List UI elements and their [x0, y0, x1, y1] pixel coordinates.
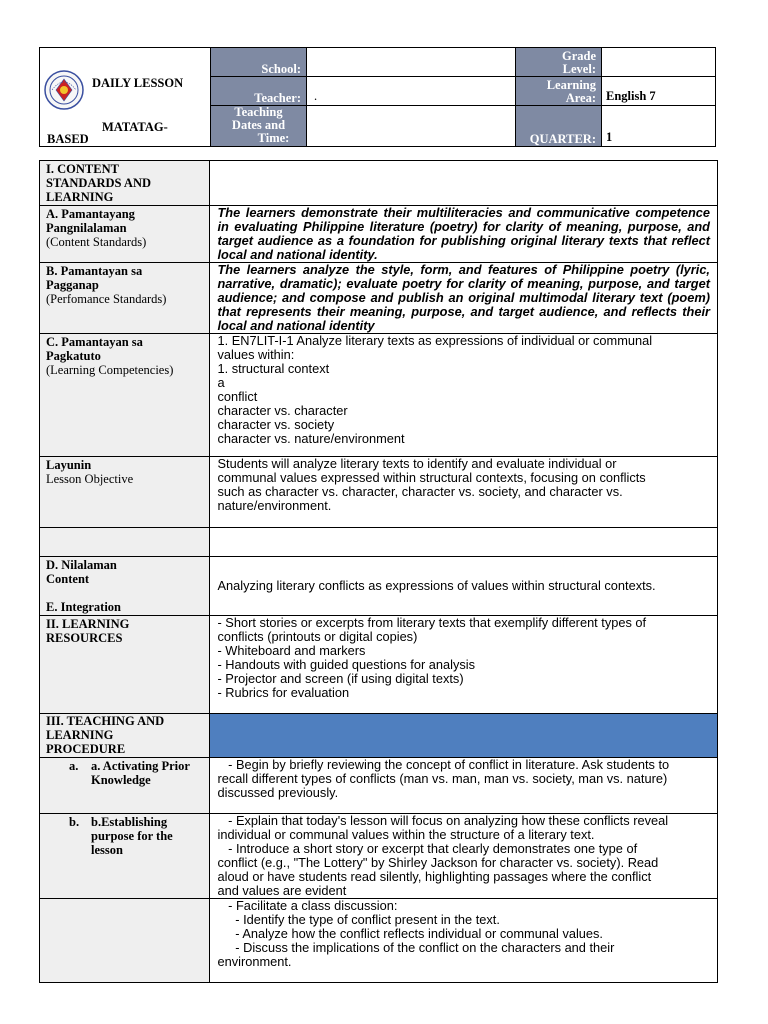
table-row — [40, 899, 718, 983]
table-row — [40, 206, 718, 263]
procedure-heading: III. TEACHING AND LEARNING PROCEDURE — [40, 714, 210, 758]
empty-label-cell — [40, 528, 210, 557]
performance-standards-label: B. Pamantayan sa Pagganap (Perfomance Standards) — [40, 263, 210, 334]
header-title-cell — [40, 48, 211, 147]
performance-standards-text: The learners analyze the style, form, and features of Philippine poetry (lyric, narrative, dramatic); evaluate poetry for clarity of meaning, purpose, and target audience; and compose and publish an original multimodal literary text (poem) that represents their meaning, purpose, and target audience, and reflects their local and national identity — [210, 263, 718, 334]
content-standards-cell — [210, 161, 718, 206]
school-label: School: — [211, 48, 307, 77]
establishing-purpose-text: - Explain that today's lesson will focus on analyzing how these conflicts reveal individual or communal values within the structure of a literary text. - Introduce a short story or excerpt that clearly demonstrates one type of conflict (e.g., "The Lottery" by Shirley Jackson for character vs. society). Read aloud or have students read silently, highlighting passages where the conflict and values are evident — [210, 814, 718, 899]
learning-competencies-text: 1. EN7LIT-I-1 Analyze literary texts as expressions of individual or communal values within: 1. structural context a conflict character vs. character character vs. society character vs. nature/environment — [210, 334, 718, 457]
content-standards-text: The learners demonstrate their multiliteracies and communicative competence in evaluating Philippine literature (poetry) for clarity of meaning, purpose, and target audience as a foundation for publishing original literary texts that reflect local and national identity. — [210, 206, 718, 263]
empty-content-cell — [210, 528, 718, 557]
quarter-field[interactable]: 1 — [602, 105, 716, 146]
table-row — [40, 528, 718, 557]
doc-title-line2: MATATAG- — [102, 120, 168, 134]
lesson-objective-text: Students will analyze literary texts to identify and evaluate individual or communal values expressed within structural contexts, focusing on conflicts such as character vs. character, character vs. society, and character vs. nature/environment. — [210, 457, 718, 528]
establishing-purpose-label: b. b.Establishing purpose for the lesson — [40, 814, 210, 899]
header-table — [39, 47, 716, 147]
learning-area-label: Learning Area: — [516, 76, 602, 105]
content-integration-label: D. Nilalaman Content E. Integration — [40, 557, 210, 616]
lesson-table — [39, 160, 718, 983]
grade-level-label: Grade Level: — [516, 48, 602, 77]
table-row — [40, 263, 718, 334]
learning-resources-heading: II. LEARNING RESOURCES — [40, 616, 210, 714]
content-standards-heading: I. CONTENT STANDARDS AND LEARNING — [40, 161, 210, 206]
teaching-dates-field[interactable] — [307, 105, 516, 146]
quarter-label: QUARTER: — [516, 105, 602, 146]
deped-seal-icon — [44, 70, 84, 110]
table-row — [40, 334, 718, 457]
learning-competencies-label: C. Pamantayan sa Pagkatuto (Learning Competencies) — [40, 334, 210, 457]
doc-title-line3: BASED — [47, 132, 89, 146]
class-discussion-text: - Facilitate a class discussion: - Identify the type of conflict present in the text. - Analyze how the conflict reflects individual or communal values. - Discuss the implications of the conflict on the characters and their environment. — [210, 899, 718, 983]
doc-title-line1: DAILY LESSON — [92, 76, 184, 90]
grade-level-field[interactable] — [602, 48, 716, 77]
activating-prior-knowledge-text: - Begin by briefly reviewing the concept of conflict in literature. Ask students to recall different types of conflicts (man vs. man, man vs. society, man vs. nature) discussed previously. — [210, 758, 718, 814]
procedure-header-bar — [210, 714, 718, 758]
learning-area-field[interactable]: English 7 — [602, 76, 716, 105]
table-row — [40, 814, 718, 899]
lesson-objective-label: Layunin Lesson Objective — [40, 457, 210, 528]
table-row — [40, 161, 718, 206]
table-row — [40, 714, 718, 758]
content-text: Analyzing literary conflicts as expressions of values within structural contexts. — [210, 557, 718, 616]
table-row — [40, 758, 718, 814]
discussion-label-cell — [40, 899, 210, 983]
learning-resources-list: - Short stories or excerpts from literary texts that exemplify different types of conflicts (printouts or digital copies) - Whiteboard and markers - Handouts with guided questions for analysis - Projector and screen (if using digital texts) - Rubrics for evaluation — [210, 616, 718, 714]
teacher-field[interactable]: . — [307, 76, 516, 105]
teaching-dates-label: Teaching Dates and Time: — [211, 105, 307, 146]
table-row — [40, 557, 718, 616]
teacher-label: Teacher: — [211, 76, 307, 105]
table-row — [40, 616, 718, 714]
table-row — [40, 457, 718, 528]
content-standards-label: A. Pamantayang Pangnilalaman (Content Standards) — [40, 206, 210, 263]
school-field[interactable] — [307, 48, 516, 77]
activating-prior-knowledge-label: a. a. Activating Prior Knowledge — [40, 758, 210, 814]
